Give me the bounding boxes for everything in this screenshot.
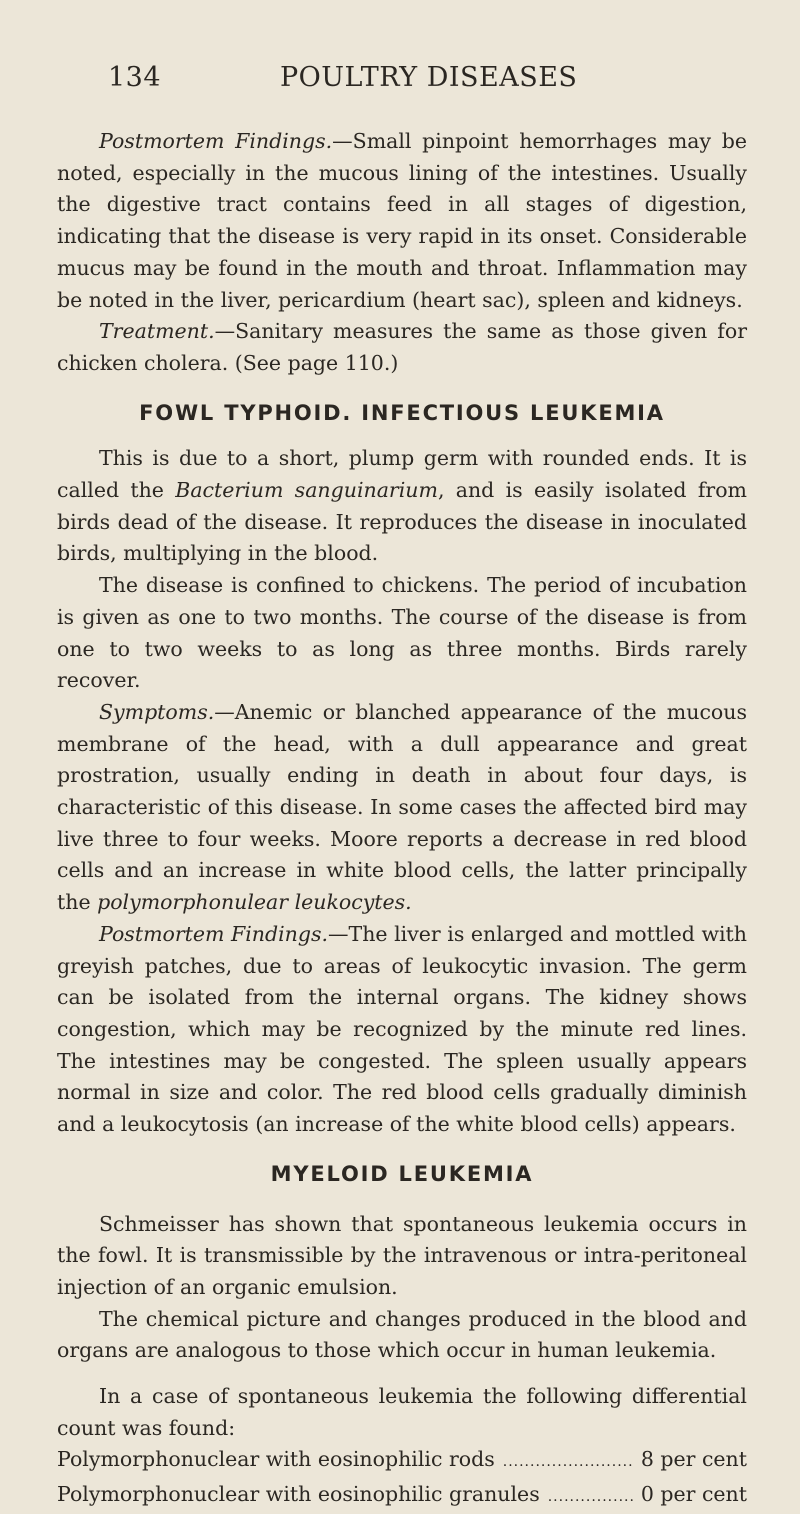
typhoid-postmortem-text: —The liver is enlarged and mottled with greyish patches, due to areas of leukocytic invasion. The germ can be isolated from the internal organs. The kidney shows congestion, which may be recognized by the minute red lines. The intestines may be congested. The spleen usually appears normal in size and color. The red blood cells gradually diminish and a leukocytosis (an increase of the white blood cells) appears. bbox=[57, 921, 747, 1137]
postmortem-label: Postmortem Findings. bbox=[99, 129, 333, 153]
symptoms-text: —Anemic or blanched appearance of the mucous membrane of the head, with a dull appearance and great prostration, usually ending in death in about four days, is characteristic of this disease. In some cases the affected bird may live three to four weeks. Moore reports a decrease in red blood cells and an increase in white blood cells, the latter principally the bbox=[57, 699, 747, 915]
typhoid-postmortem-label: Postmortem Findings. bbox=[99, 921, 329, 946]
page-body bbox=[57, 126, 747, 1514]
count-label: Polymorphonuclear with eosinophilic rods bbox=[57, 1447, 495, 1472]
count-label: Polymorphonuclear with eosinophilic granules bbox=[57, 1482, 540, 1507]
section-heading-myeloid-leukemia: MYELOID LEUKEMIA bbox=[270, 1161, 534, 1186]
count-row bbox=[57, 1444, 747, 1479]
myeloid-paragraph-3: In a case of spontaneous leukemia the following differential count was found: bbox=[57, 1384, 747, 1440]
page-number: 134 bbox=[108, 62, 162, 93]
symptoms-paragraph bbox=[57, 697, 747, 919]
leukocytes-term: polymorphonulear leukocytes. bbox=[97, 890, 412, 915]
count-row bbox=[57, 1479, 747, 1514]
treatment-text: —Sanitary measures the same as those given for chicken cholera. (See page 110.) bbox=[57, 319, 747, 375]
dot-leader bbox=[548, 1482, 633, 1514]
symptoms-label: Symptoms. bbox=[99, 699, 215, 724]
incubation-paragraph: The disease is confined to chickens. The period of incubation is given as one to two months. The course of the disease is from one to two weeks to as long as three months. Birds rarely recover. bbox=[57, 573, 747, 693]
count-value: 0 per cent bbox=[640, 1482, 747, 1507]
paragraph-gap bbox=[57, 1367, 747, 1381]
typhoid-postmortem-paragraph bbox=[57, 919, 747, 1141]
differential-count-list bbox=[57, 1444, 747, 1513]
count-value: 8 per cent bbox=[640, 1447, 747, 1472]
postmortem-findings-paragraph bbox=[57, 126, 747, 316]
cause-text-b: , and is easily isolated from birds dead of the disease. It reproduces the disease in inoculated birds, multiplying in the blood. bbox=[57, 478, 747, 566]
dot-leader bbox=[503, 1447, 633, 1479]
running-title: POULTRY DISEASES bbox=[280, 62, 578, 93]
myeloid-paragraph-2: The chemical picture and changes produced in the blood and organs are analogous to those which occur in human leukemia. bbox=[57, 1306, 747, 1363]
section-heading-fowl-typhoid: FOWL TYPHOID. INFECTIOUS LEUKEMIA bbox=[139, 400, 665, 425]
cause-text-a: This is due to a short, plump germ with rounded ends. It is called the bbox=[57, 446, 747, 503]
postmortem-text: —Small pinpoint hemorrhages may be noted, especially in the mucous lining of the intestines. Usually the digestive tract contains feed in all stages of digestion, indicating that the disease is very rapid in its onset. Considerable mucus may be found in the mouth and throat. Inflammation may be noted in the liver, pericardium (heart sac), spleen and kidneys. bbox=[57, 129, 747, 312]
treatment-paragraph bbox=[57, 316, 747, 379]
species-name: Bacterium sanguinarium bbox=[175, 478, 438, 503]
cause-paragraph bbox=[57, 443, 747, 570]
running-head bbox=[108, 62, 740, 93]
myeloid-paragraph-1: Schmeisser has shown that spontaneous leukemia occurs in the fowl. It is transmissible by the intravenous or intra-peritoneal injection of an organic emulsion. bbox=[57, 1211, 747, 1299]
treatment-label: Treatment. bbox=[99, 319, 215, 344]
